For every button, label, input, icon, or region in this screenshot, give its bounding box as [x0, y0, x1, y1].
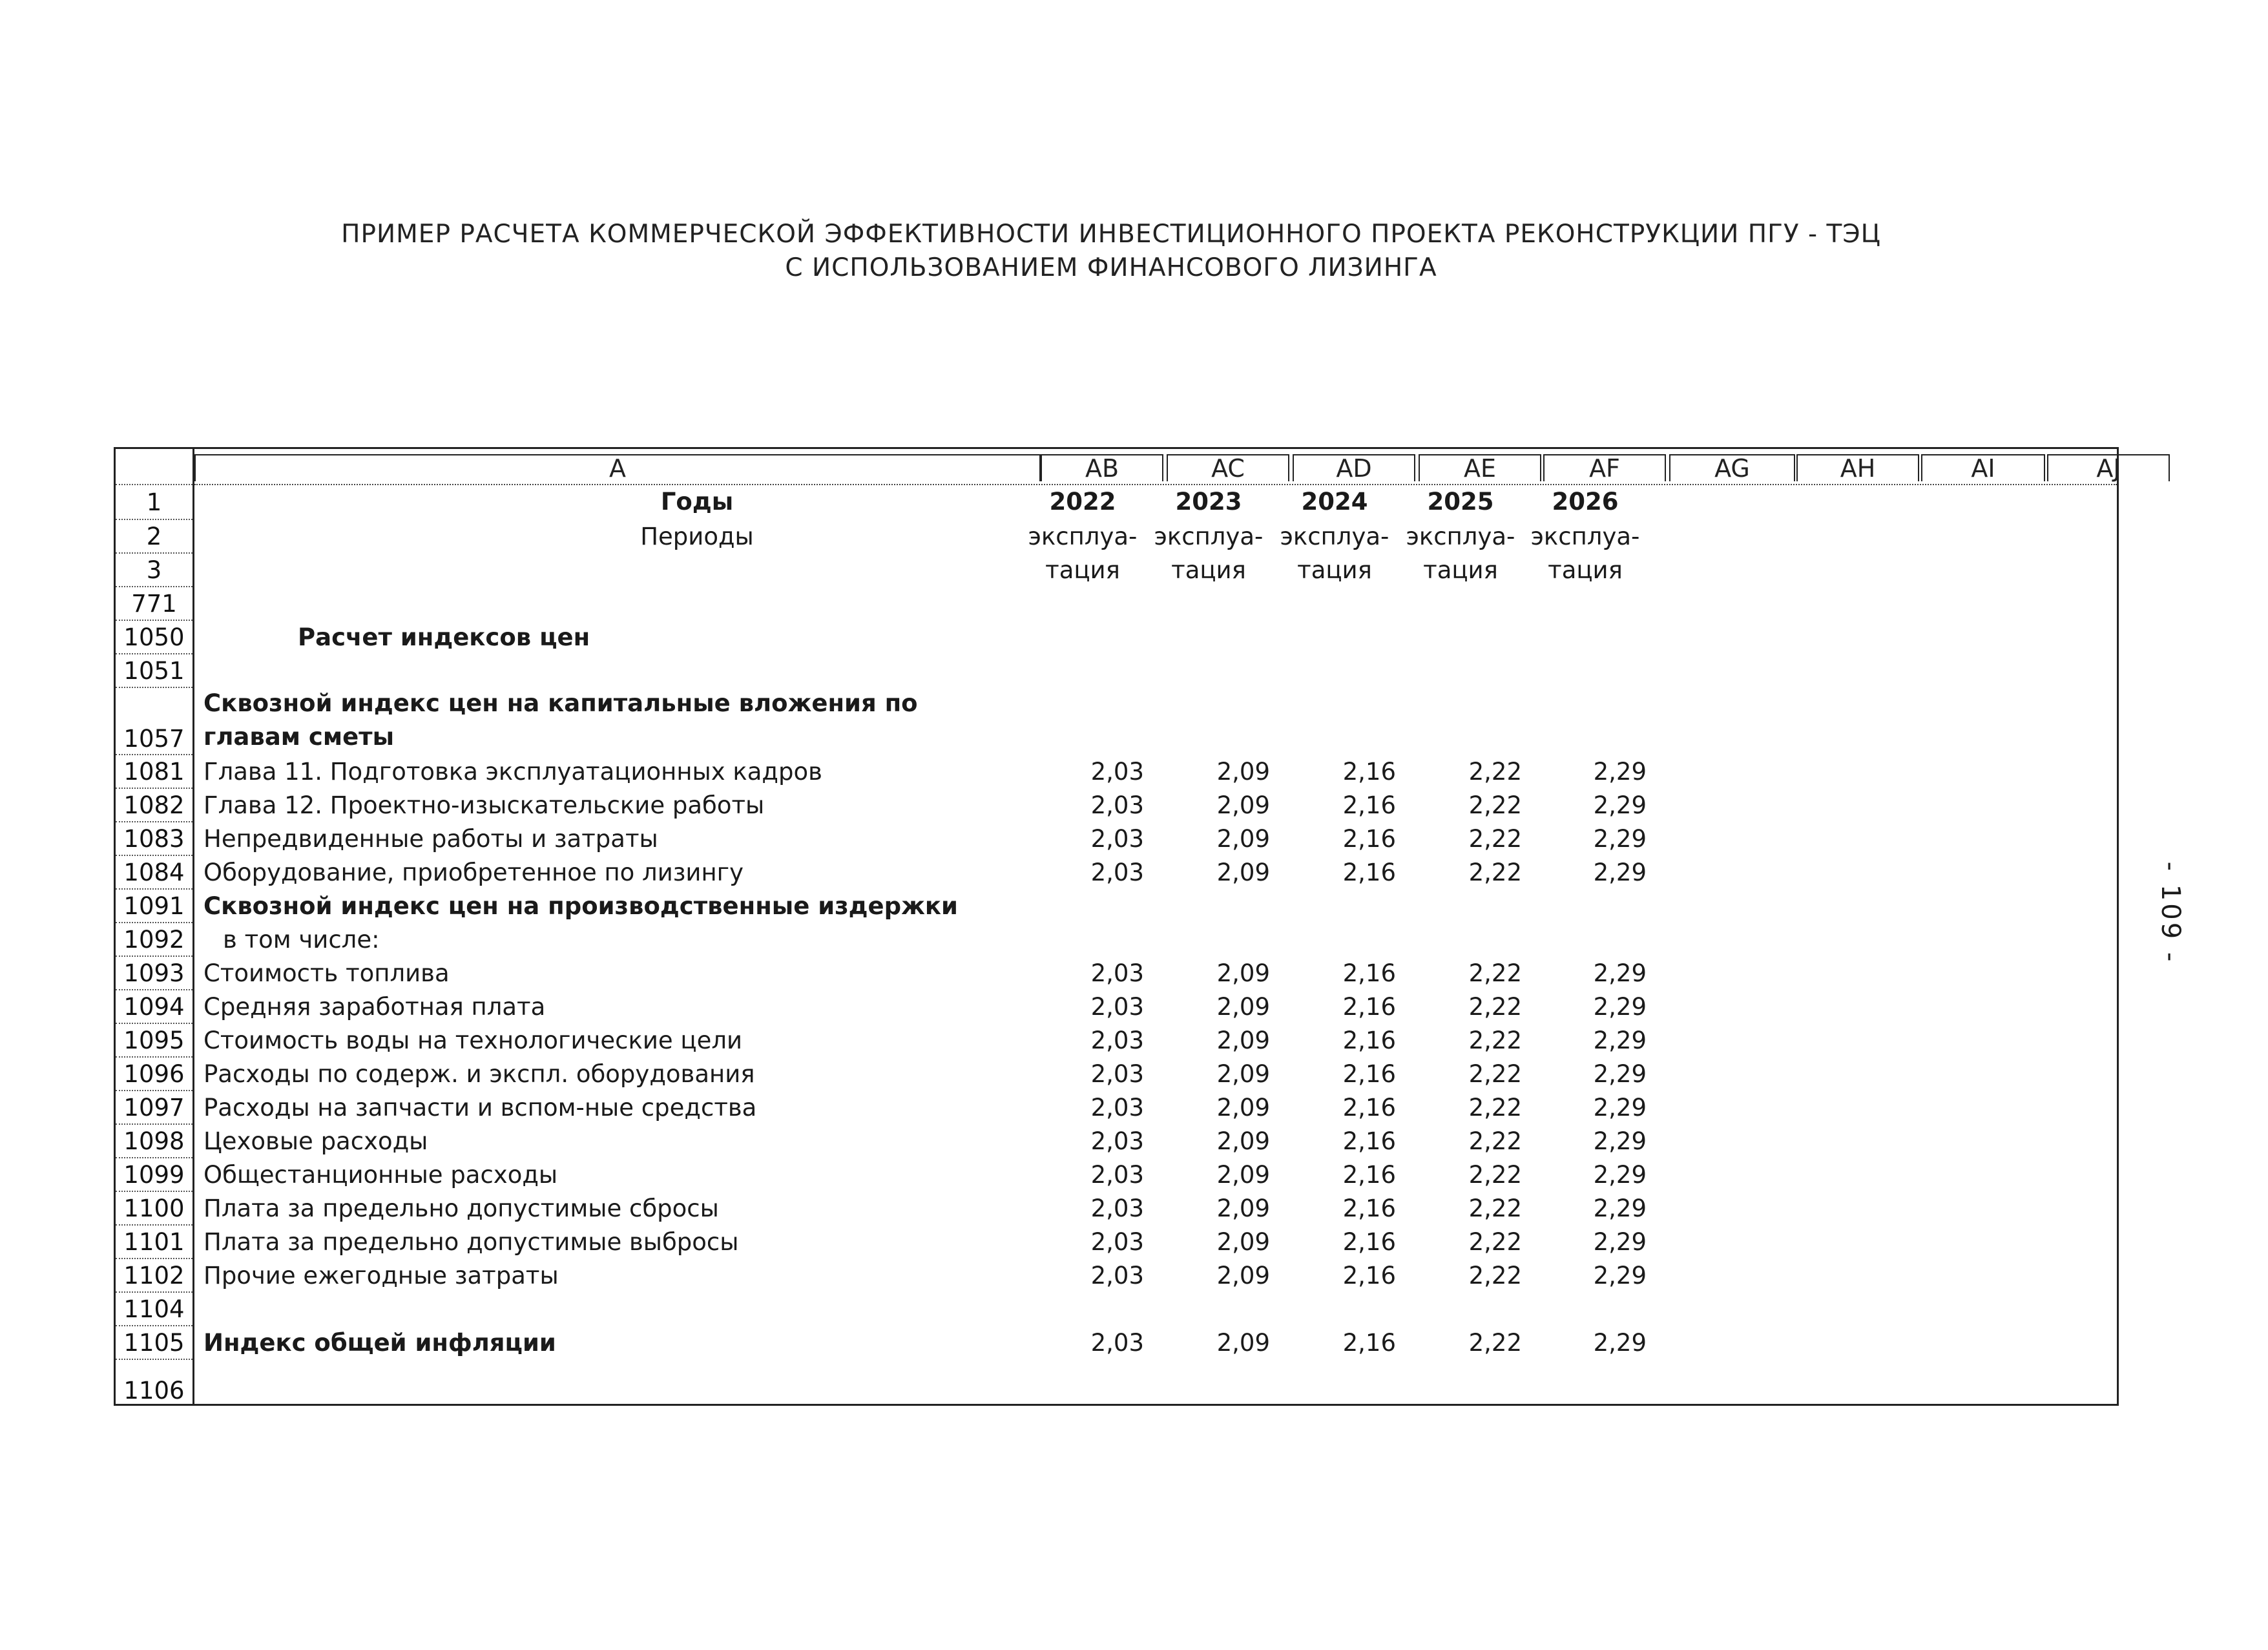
value-cell: 2,16	[1342, 758, 1396, 786]
row-label: Плата за предельно допустимые выбросы	[203, 1228, 739, 1256]
value-cell: 2,03	[1090, 1228, 1144, 1256]
row-number: 1084	[116, 855, 192, 888]
value-cell: 2,22	[1468, 1195, 1522, 1222]
value-cell: 2,22	[1468, 758, 1522, 786]
row-label: Средняя заработная плата	[203, 993, 546, 1021]
value-cell: 2,16	[1342, 1060, 1396, 1088]
value-cell: 2,16	[1342, 791, 1396, 819]
column-header-row	[194, 449, 2121, 485]
value-cell: 2,16	[1342, 1195, 1396, 1222]
year-header: 2024	[1301, 488, 1368, 516]
row-number: 1100	[116, 1191, 192, 1224]
column-header-ai: AI	[1921, 454, 2045, 481]
period-label: тация	[1297, 556, 1372, 584]
value-cell: 2,16	[1342, 1262, 1396, 1290]
row-label: Оборудование, приобретенное по лизингу	[203, 859, 744, 886]
row-number: 1101	[116, 1224, 192, 1258]
value-cell: 2,29	[1593, 1060, 1647, 1088]
value-cell: 2,29	[1593, 825, 1647, 853]
value-cell: 2,03	[1090, 1161, 1144, 1189]
column-header-af: AF	[1543, 454, 1666, 481]
value-cell: 2,03	[1090, 1195, 1144, 1222]
value-cell: 2,03	[1090, 993, 1144, 1021]
row-number: 1091	[116, 888, 192, 922]
period-label: тация	[1548, 556, 1623, 584]
row-number: 1051	[116, 653, 192, 687]
value-cell: 2,03	[1090, 1329, 1144, 1357]
row-label: Расходы на запчасти и вспом-ные средства	[203, 1094, 757, 1122]
row-number: 1083	[116, 821, 192, 855]
value-cell: 2,22	[1468, 1060, 1522, 1088]
document-title-line2: С ИСПОЛЬЗОВАНИЕМ ФИНАНСОВОГО ЛИЗИНГА	[785, 253, 1437, 282]
value-cell: 2,03	[1090, 758, 1144, 786]
period-label: эксплуа-	[1530, 523, 1640, 550]
row-number: 1099	[116, 1157, 192, 1191]
value-cell: 2,16	[1342, 1329, 1396, 1357]
row-number: 1082	[116, 788, 192, 821]
value-cell: 2,22	[1468, 859, 1522, 886]
row-number: 1095	[116, 1023, 192, 1056]
section-title: Расчет индексов цен	[298, 623, 590, 651]
value-cell: 2,29	[1593, 1195, 1647, 1222]
row-number: 1057	[116, 687, 192, 754]
value-cell: 2,03	[1090, 1262, 1144, 1290]
value-cell: 2,16	[1342, 1228, 1396, 1256]
value-cell: 2,09	[1216, 1127, 1270, 1155]
value-cell: 2,22	[1468, 825, 1522, 853]
page-number: - 109 -	[2156, 861, 2185, 965]
value-cell: 2,03	[1090, 1094, 1144, 1122]
value-cell: 2,16	[1342, 993, 1396, 1021]
production-index-title: Сквозной индекс цен на производственные издержки	[203, 892, 958, 920]
value-cell: 2,22	[1468, 959, 1522, 987]
value-cell: 2,29	[1593, 1127, 1647, 1155]
value-cell: 2,22	[1468, 1161, 1522, 1189]
value-cell: 2,09	[1216, 1060, 1270, 1088]
column-header-a: A	[194, 454, 1041, 481]
value-cell: 2,09	[1216, 791, 1270, 819]
value-cell: 2,22	[1468, 1094, 1522, 1122]
year-header: 2026	[1552, 488, 1619, 516]
row-label: Плата за предельно допустимые сбросы	[203, 1195, 719, 1222]
row-number: 1081	[116, 754, 192, 788]
value-cell: 2,29	[1593, 1228, 1647, 1256]
value-cell: 2,03	[1090, 1127, 1144, 1155]
row-number: 1102	[116, 1258, 192, 1291]
row-number-column	[116, 449, 194, 1404]
column-header-ag: AG	[1669, 454, 1795, 481]
value-cell: 2,29	[1593, 1094, 1647, 1122]
value-cell: 2,29	[1593, 993, 1647, 1021]
row-number: 1	[116, 484, 192, 519]
value-cell: 2,09	[1216, 1027, 1270, 1054]
value-cell: 2,09	[1216, 758, 1270, 786]
value-cell: 2,22	[1468, 791, 1522, 819]
periods-label: Периоды	[640, 523, 754, 550]
row-label: Общестанционные расходы	[203, 1161, 558, 1189]
row-label: Глава 12. Проектно-изыскательские работы	[203, 791, 765, 819]
year-header: 2025	[1427, 488, 1494, 516]
value-cell: 2,22	[1468, 1329, 1522, 1357]
period-label: эксплуа-	[1154, 523, 1264, 550]
row-label: Стоимость топлива	[203, 959, 450, 987]
row-label: Прочие ежегодные затраты	[203, 1262, 559, 1290]
row-number: 1097	[116, 1090, 192, 1123]
value-cell: 2,22	[1468, 1228, 1522, 1256]
column-header-ab: AB	[1041, 454, 1163, 481]
column-header-ah: AH	[1796, 454, 1919, 481]
column-header-ac: AC	[1167, 454, 1289, 481]
row-number: 1098	[116, 1123, 192, 1157]
value-cell: 2,09	[1216, 1329, 1270, 1357]
column-header-aj: AJ	[2047, 454, 2170, 481]
row-label: Глава 11. Подготовка эксплуатационных кадров	[203, 758, 822, 786]
value-cell: 2,16	[1342, 859, 1396, 886]
value-cell: 2,29	[1593, 1027, 1647, 1054]
year-header: 2022	[1049, 488, 1116, 516]
value-cell: 2,29	[1593, 1262, 1647, 1290]
value-cell: 2,03	[1090, 1060, 1144, 1088]
value-cell: 2,03	[1090, 859, 1144, 886]
column-header-ad: AD	[1293, 454, 1415, 481]
year-header: 2023	[1175, 488, 1242, 516]
period-label: тация	[1423, 556, 1498, 584]
row-number: 771	[116, 586, 192, 620]
value-cell: 2,09	[1216, 1161, 1270, 1189]
value-cell: 2,22	[1468, 1127, 1522, 1155]
period-label: эксплуа-	[1028, 523, 1138, 550]
including-label: в том числе:	[223, 926, 380, 954]
row-number: 1106	[116, 1359, 192, 1406]
value-cell: 2,03	[1090, 825, 1144, 853]
period-label: эксплуа-	[1280, 523, 1389, 550]
value-cell: 2,09	[1216, 959, 1270, 987]
row-label: Расходы по содерж. и экспл. оборудования	[203, 1060, 755, 1088]
row-number: 1105	[116, 1325, 192, 1359]
value-cell: 2,22	[1468, 1027, 1522, 1054]
row-number: 1093	[116, 956, 192, 989]
value-cell: 2,29	[1593, 1161, 1647, 1189]
value-cell: 2,03	[1090, 1027, 1144, 1054]
years-label: Годы	[660, 488, 734, 516]
capital-index-title: Сквозной индекс цен на капитальные вложения по	[203, 689, 918, 717]
value-cell: 2,16	[1342, 1094, 1396, 1122]
value-cell: 2,29	[1593, 959, 1647, 987]
value-cell: 2,16	[1342, 1161, 1396, 1189]
row-number: 3	[116, 552, 192, 586]
row-label: Индекс общей инфляции	[203, 1329, 556, 1357]
row-number: 1092	[116, 922, 192, 956]
row-number: 2	[116, 519, 192, 552]
document-title-line1: ПРИМЕР РАСЧЕТА КОММЕРЧЕСКОЙ ЭФФЕКТИВНОСТИ ИНВЕСТИЦИОННОГО ПРОЕКТА РЕКОНСТРУКЦИИ ПГУ - ТЭЦ	[341, 220, 1881, 249]
value-cell: 2,16	[1342, 1027, 1396, 1054]
value-cell: 2,29	[1593, 758, 1647, 786]
value-cell: 2,03	[1090, 959, 1144, 987]
row-number: 1104	[116, 1291, 192, 1325]
period-label: тация	[1045, 556, 1120, 584]
period-label: эксплуа-	[1406, 523, 1515, 550]
row-number: 1096	[116, 1056, 192, 1090]
value-cell: 2,22	[1468, 993, 1522, 1021]
period-label: тация	[1171, 556, 1246, 584]
row-label: Стоимость воды на технологические цели	[203, 1027, 743, 1054]
value-cell: 2,16	[1342, 825, 1396, 853]
column-header-ae: AE	[1419, 454, 1541, 481]
value-cell: 2,09	[1216, 993, 1270, 1021]
spreadsheet-table	[114, 447, 2119, 1406]
capital-index-title: главам сметы	[203, 723, 395, 751]
row-number: 1094	[116, 989, 192, 1023]
value-cell: 2,22	[1468, 1262, 1522, 1290]
value-cell: 2,09	[1216, 1228, 1270, 1256]
row-number: 1050	[116, 620, 192, 653]
value-cell: 2,09	[1216, 1262, 1270, 1290]
value-cell: 2,29	[1593, 859, 1647, 886]
row-label: Цеховые расходы	[203, 1127, 428, 1155]
value-cell: 2,09	[1216, 1195, 1270, 1222]
value-cell: 2,03	[1090, 791, 1144, 819]
value-cell: 2,09	[1216, 825, 1270, 853]
value-cell: 2,29	[1593, 1329, 1647, 1357]
value-cell: 2,09	[1216, 1094, 1270, 1122]
value-cell: 2,16	[1342, 1127, 1396, 1155]
row-label: Непредвиденные работы и затраты	[203, 825, 658, 853]
value-cell: 2,16	[1342, 959, 1396, 987]
value-cell: 2,09	[1216, 859, 1270, 886]
value-cell: 2,29	[1593, 791, 1647, 819]
